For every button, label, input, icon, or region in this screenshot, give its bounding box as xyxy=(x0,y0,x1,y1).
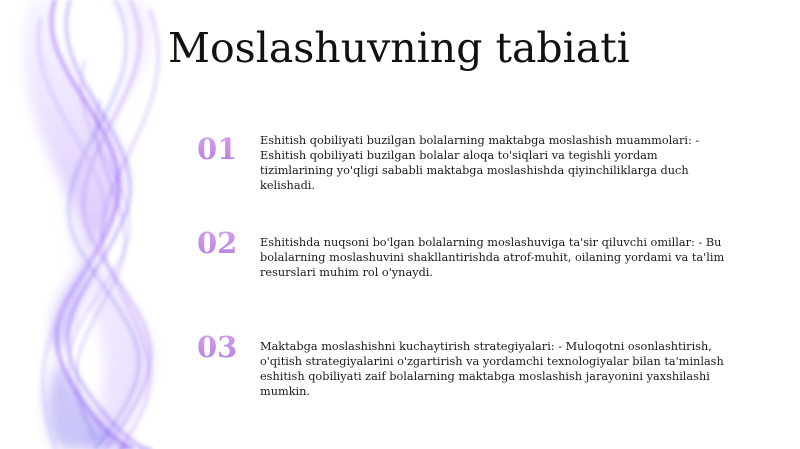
item-text: Eshitish qobiliyati buzilgan bolalarning maktabga moslashish muammolari: - Eshitish qobiliyati buzilgan bolalar aloqa to'siqlari va tegishli yordam tizimlarining yo'qligi sababli maktabga moslashishda qiyinchiliklarga duch kelishadi. xyxy=(260,134,700,192)
item-text: Maktabga moslashishni kuchaytirish strategiyalari: - Muloqotni osonlashtirish, o'qitish strategiyalarini o'zgartirish va yordamchi texnologiyalar bilan ta'minlash eshitish qobiliyati zaif bolalarning maktabga moslashish jarayonini yaxshilashi mumkin. xyxy=(260,340,724,398)
item-number: 02 xyxy=(197,226,255,260)
item-number: 03 xyxy=(197,330,255,364)
item-text: Eshitishda nuqsoni bo'lgan bolalarning moslashuviga ta'sir qiluvchi omillar: - Bu bolalarning moslashuvini shakllantirishda atrof-muhit, oilaning yordami va ta'lim resurslari muhim rol o'ynaydi. xyxy=(260,236,725,279)
slide-title: Moslashuvning tabiati xyxy=(168,24,630,72)
item-number: 01 xyxy=(197,132,255,166)
